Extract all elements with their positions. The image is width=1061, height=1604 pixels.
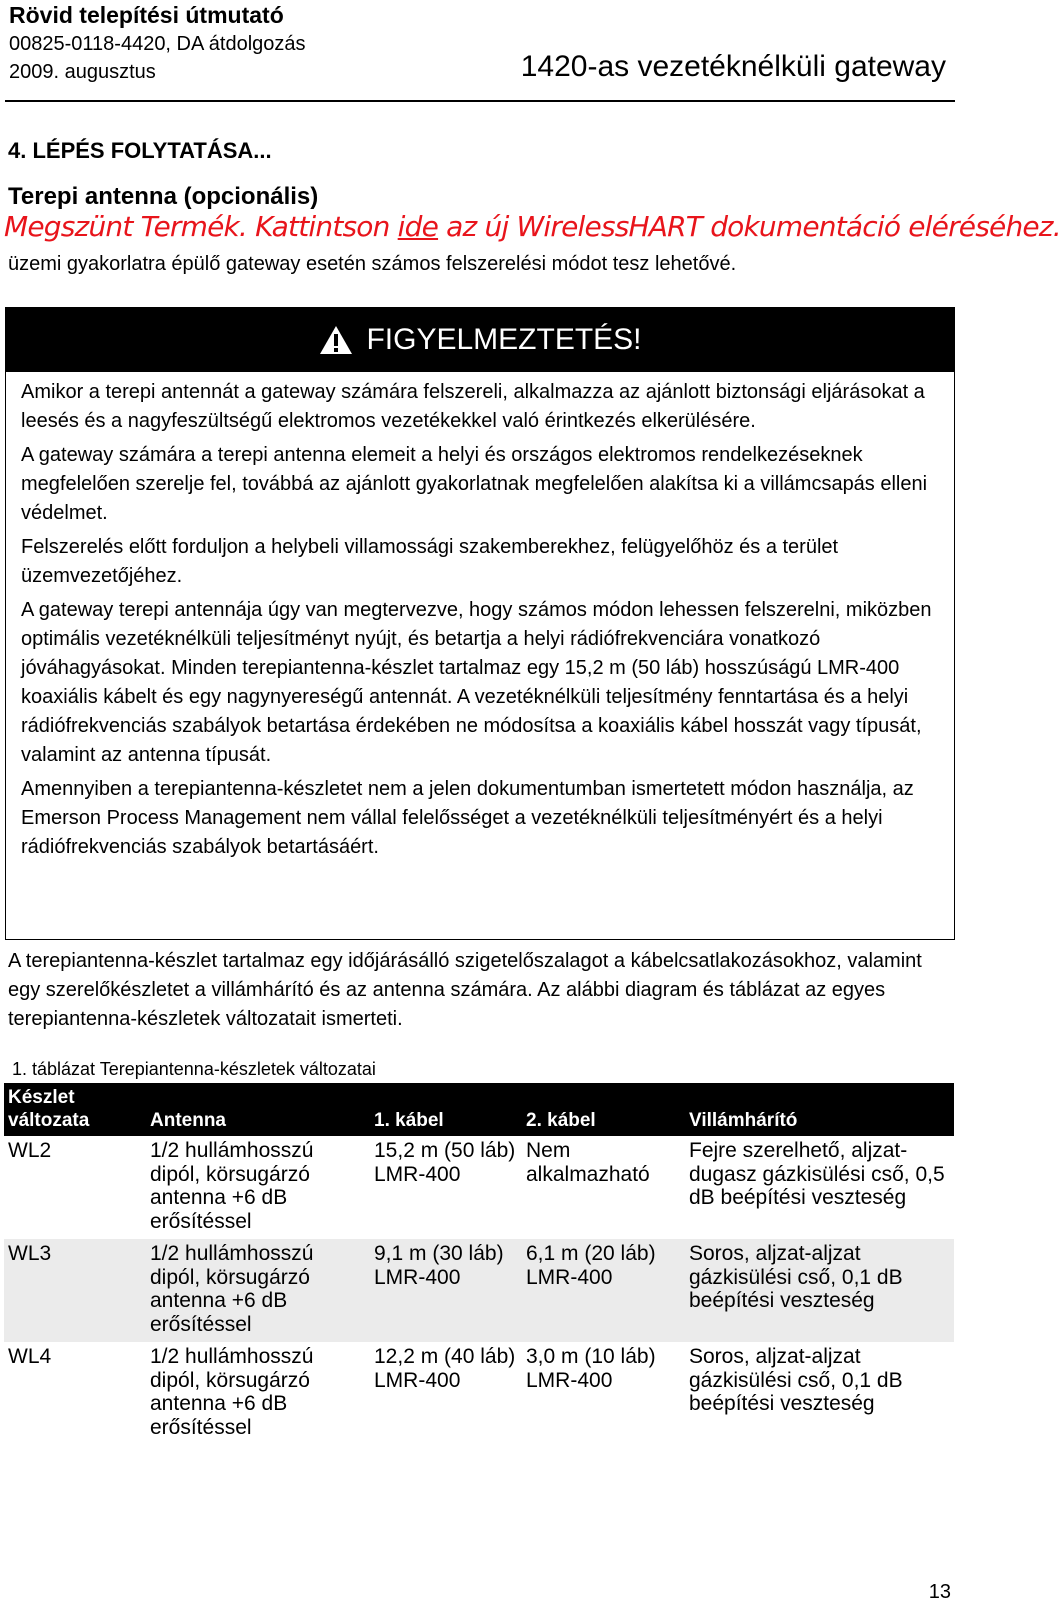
section-subtitle: Terepi antenna (opcionális) <box>8 183 319 210</box>
table-cell: 1/2 hullámhosszú dipól, körsugárzó antenna +6 dB erősítéssel <box>150 1139 314 1233</box>
antenna-kit-table <box>4 1083 954 1445</box>
table-caption: 1. táblázat Terepiantenna-készletek változatai <box>12 1059 376 1079</box>
document-title: Rövid telepítési útmutató <box>9 2 284 28</box>
warning-paragraph: Felszerelés előtt forduljon a helybeli villamossági szakemberekhez, felügyelőhöz és a terület üzemvezetőjéhez. <box>21 536 839 587</box>
intro-text: üzemi gyakorlatra épülő gateway esetén számos felszerelési módot tesz lehetővé. <box>8 253 737 275</box>
table-cell: 12,2 m (40 láb) LMR-400 <box>374 1345 516 1392</box>
column-header: Készlet változata <box>4 1083 146 1136</box>
page-number: 13 <box>928 1581 951 1603</box>
table-cell: WL3 <box>4 1239 146 1342</box>
discontinued-notice <box>4 210 1061 243</box>
table-row <box>4 1136 954 1239</box>
warning-triangle-icon <box>318 324 354 356</box>
table-header-row <box>4 1083 954 1136</box>
notice-link[interactable]: ide <box>397 210 439 243</box>
warning-paragraph: A gateway számára a terepi antenna elemeit a helyi és országos elektromos rendelkezéseknek megfelelően szerelje fel, továbbá az ajánlott gyakorlatnak megfelelően alakítsa ki a villámcsapás elleni védelmet. <box>21 444 928 524</box>
notice-text-pre: Megszünt Termék. Kattintson <box>4 210 398 243</box>
kit-description: A terepiantenna-készlet tartalmaz egy időjárásálló szigetelőszalagot a kábelcsatlakozásokhoz, valamint egy szerelőkészletet a villámhárító és az antenna számára. Az alábbi diagram és táblázat az egyes terepiantenna-készletek változatait ismerteti. <box>8 950 922 1030</box>
table-cell: 9,1 m (30 láb) LMR-400 <box>370 1239 522 1342</box>
step-heading: 4. LÉPÉS FOLYTATÁSA... <box>8 138 272 163</box>
table-cell: Soros, aljzat-aljzat gázkisülési cső, 0,1 dB beépítési veszteség <box>685 1239 954 1342</box>
table-cell: Nem alkalmazható <box>526 1139 650 1186</box>
warning-heading: FIGYELMEZTETÉS! <box>366 323 642 356</box>
table-cell: 1/2 hullámhosszú dipól, körsugárzó antenna +6 dB erősítéssel <box>146 1239 370 1342</box>
notice-text-post: az új WirelessHART dokumentáció eléréséhez. <box>438 210 1061 243</box>
warning-box <box>5 307 955 940</box>
column-header: Antenna <box>146 1083 370 1136</box>
column-header: 1. kábel <box>370 1083 522 1136</box>
warning-paragraph: Amennyiben a terepiantenna-készletet nem a jelen dokumentumban ismertetett módon használja, az Emerson Process Management nem vállal felelősséget a vezetéknélküli teljesítményért és a helyi rádiófrekvenciás szabályok betartásáért. <box>21 778 914 858</box>
table-cell: 15,2 m (50 láb) LMR-400 <box>374 1139 516 1186</box>
warning-paragraph: Amikor a terepi antennát a gateway számára felszereli, alkalmazza az ajánlott biztonsági eljárásokat a leesés és a nagyfeszültségű elektromos vezetékekkel való érintkezés elkerülésére. <box>21 381 925 432</box>
table-cell: Soros, aljzat-aljzat gázkisülési cső, 0,1 dB beépítési veszteség <box>689 1345 903 1415</box>
table-cell: 1/2 hullámhosszú dipól, körsugárzó antenna +6 dB erősítéssel <box>150 1345 314 1439</box>
product-name: 1420-as vezetéknélküli gateway <box>520 50 946 83</box>
table-cell: WL4 <box>8 1345 52 1368</box>
warning-body <box>6 372 954 862</box>
table-row <box>4 1239 954 1342</box>
table-row <box>4 1342 954 1445</box>
table-cell: 6,1 m (20 láb) LMR-400 <box>522 1239 685 1342</box>
document-date: 2009. augusztus <box>9 61 156 83</box>
column-header: Villámhárító <box>685 1083 954 1136</box>
warning-header <box>6 308 954 372</box>
table-cell: 3,0 m (10 láb) LMR-400 <box>526 1345 656 1392</box>
document-number: 00825-0118-4420, DA átdolgozás <box>9 33 306 55</box>
header-divider <box>5 100 955 102</box>
table-cell: Fejre szerelhető, aljzat-dugasz gázkisülési cső, 0,5 dB beépítési veszteség <box>689 1139 945 1209</box>
warning-paragraph: A gateway terepi antennája úgy van megtervezve, hogy számos módon lehessen felszerelni, miközben optimális vezetéknélküli teljesítményt nyújt, és betartja a helyi rádiófrekvenciára vonatkozó jóváhagyásokat. Minden terepiantenna-készlet tartalmaz egy 15,2 m (50 láb) hosszúságú LMR-400 koaxiális kábelt és egy nagynyereségű antennát. A vezetéknélküli teljesítmény fenntartása és a helyi rádiófrekvenciás szabályok betartása érdekében ne módosítsa a koaxiális kábel hosszát vagy típusát, valamint az antenna típusát. <box>21 599 932 766</box>
column-header: 2. kábel <box>522 1083 685 1136</box>
table-cell: WL2 <box>8 1139 52 1162</box>
